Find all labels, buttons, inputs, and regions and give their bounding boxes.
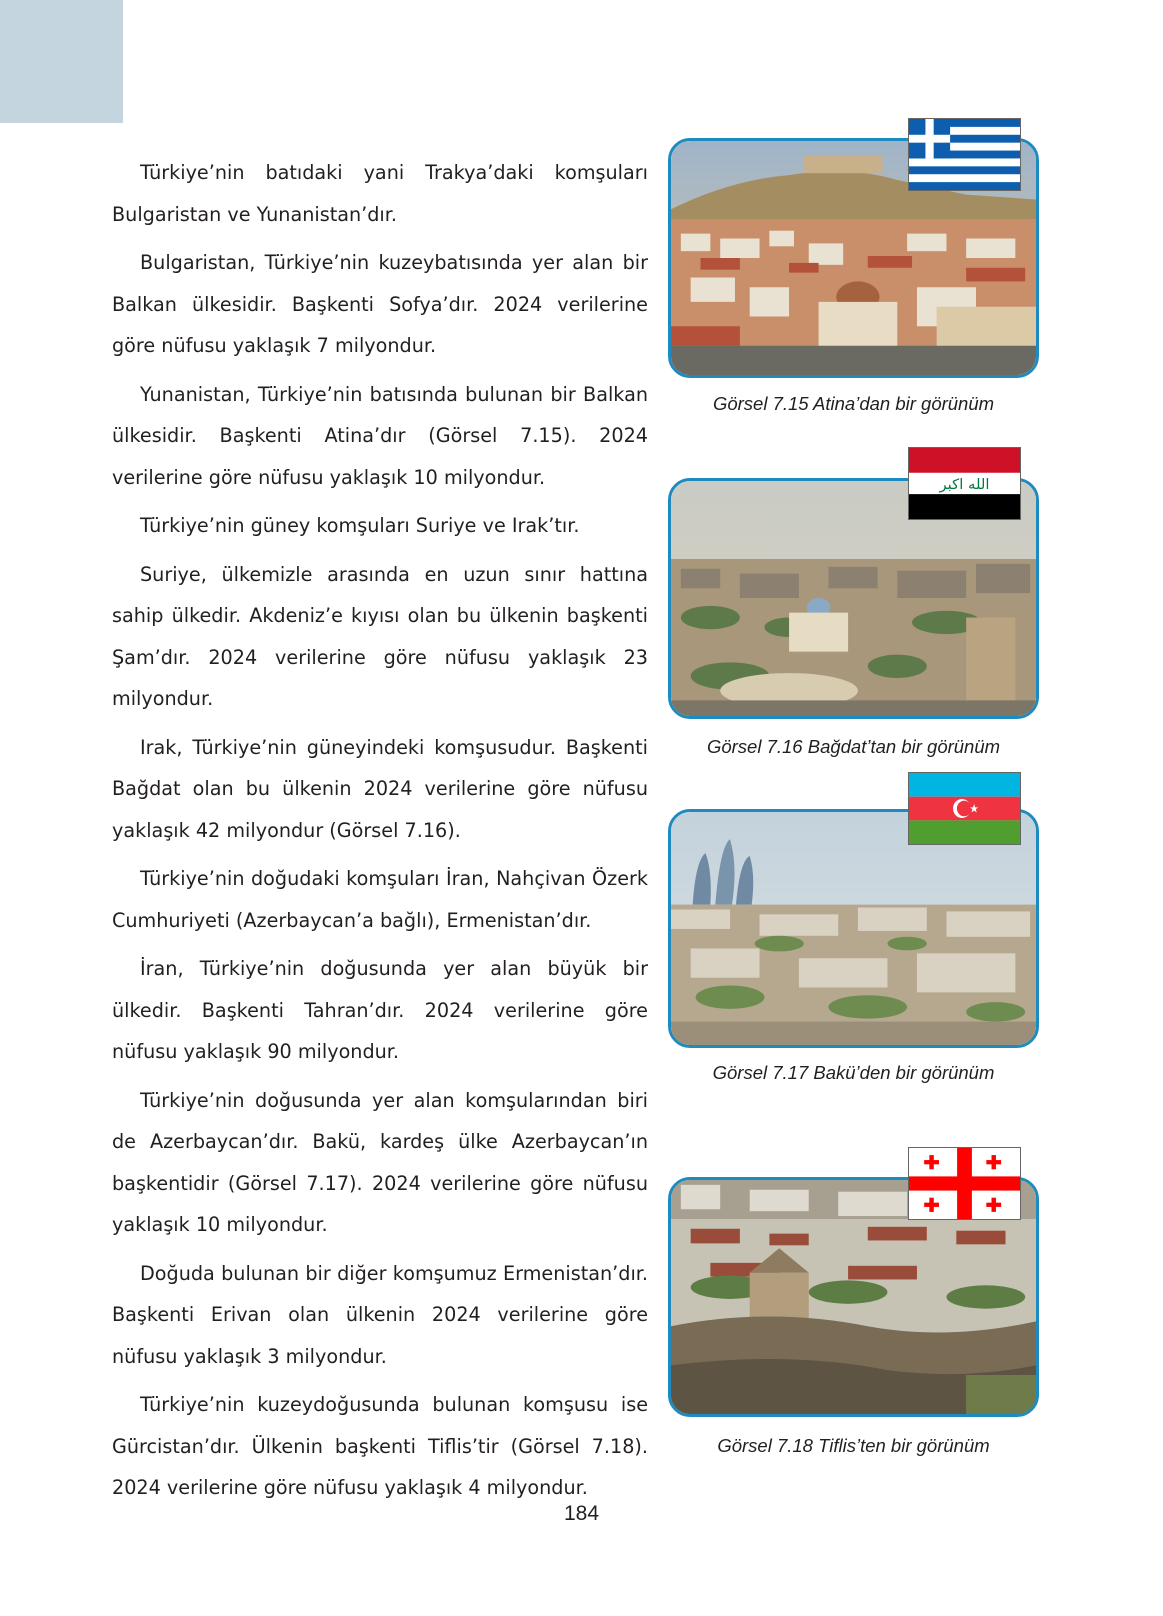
paragraph: Türkiye’nin doğusunda yer alan komşularından biri de Azerbaycan’dır. Bakü, kardeş ülke Azerbaycan’ın başkentidir (Görsel 7.17). 2024 verilerine göre nüfusu yaklaşık 10 milyondur. bbox=[112, 1088, 648, 1236]
figure-tbilisi bbox=[668, 1147, 1048, 1467]
figure-caption: Görsel 7.16 Bağdat’tan bir görünüm bbox=[706, 736, 1001, 757]
page-number: 184 bbox=[563, 1502, 600, 1525]
paragraph: Doğuda bulunan bir diğer komşumuz Ermenistan’dır. Başkenti Erivan olan ülkenin 2024 verilerine göre nüfusu yaklaşık 3 milyondur. bbox=[112, 1261, 648, 1368]
iraq-flag-inscription: الله اكبر bbox=[939, 477, 990, 493]
paragraph: Suriye, ülkemizle arasında en uzun sınır hattına sahip ülkedir. Akdeniz’e kıyısı olan bu ülkenin başkenti Şam’dır. 2024 verilerine göre nüfusu yaklaşık 23 milyondur. bbox=[112, 562, 648, 710]
figure-athens bbox=[668, 118, 1048, 428]
figure-caption: Görsel 7.15 Atina’dan bir görünüm bbox=[712, 393, 995, 414]
greece-flag bbox=[908, 118, 1021, 191]
body-text bbox=[112, 152, 648, 1516]
figure-baghdad bbox=[668, 450, 1048, 770]
paragraph: İran, Türkiye’nin doğusunda yer alan büyük bir ülkedir. Başkenti Tahran’dır. 2024 verilerine göre nüfusu yaklaşık 90 milyondur. bbox=[112, 957, 648, 1063]
paragraph: Yunanistan, Türkiye’nin batısında bulunan bir Balkan ülkesidir. Başkenti Atina’dır (Görsel 7.15). 2024 verilerine göre nüfusu yaklaşık 10 milyondur. bbox=[112, 382, 648, 489]
azerbaijan-flag bbox=[908, 772, 1021, 845]
iraq-flag bbox=[908, 447, 1021, 520]
corner-decoration bbox=[0, 0, 123, 123]
paragraph: Türkiye’nin güney komşuları Suriye ve Irak’tır. bbox=[140, 514, 580, 537]
georgia-flag bbox=[908, 1147, 1021, 1220]
paragraph: Türkiye’nin kuzeydoğusunda bulunan komşusu ise Gürcistan’dır. Ülkenin başkenti Tiflis’tir (Görsel 7.18). 2024 verilerine göre nüfusu yaklaşık 4 milyondur. bbox=[112, 1393, 648, 1499]
paragraph: Irak, Türkiye’nin güneyindeki komşusudur. Başkenti Bağdat olan bu ülkenin 2024 verilerine göre nüfusu yaklaşık 42 milyondur (Görsel 7.16). bbox=[112, 735, 648, 842]
paragraph: Bulgaristan, Türkiye’nin kuzeybatısında yer alan bir Balkan ülkesidir. Başkenti Sofya’dır. 2024 verilerine göre nüfusu yaklaşık 7 milyondur. bbox=[112, 251, 648, 357]
paragraph: Türkiye’nin doğudaki komşuları İran, Nahçivan Özerk Cumhuriyeti (Azerbaycan’a bağlı), Ermenistan’dır. bbox=[112, 867, 648, 932]
paragraph: Türkiye’nin batıdaki yani Trakya’daki komşuları Bulgaristan ve Yunanistan’dır. bbox=[112, 161, 648, 226]
figure-caption: Görsel 7.18 Tiflis’ten bir görünüm bbox=[717, 1435, 990, 1456]
figure-caption: Görsel 7.17 Bakü’den bir görünüm bbox=[712, 1062, 995, 1083]
figure-baku bbox=[668, 772, 1048, 1092]
